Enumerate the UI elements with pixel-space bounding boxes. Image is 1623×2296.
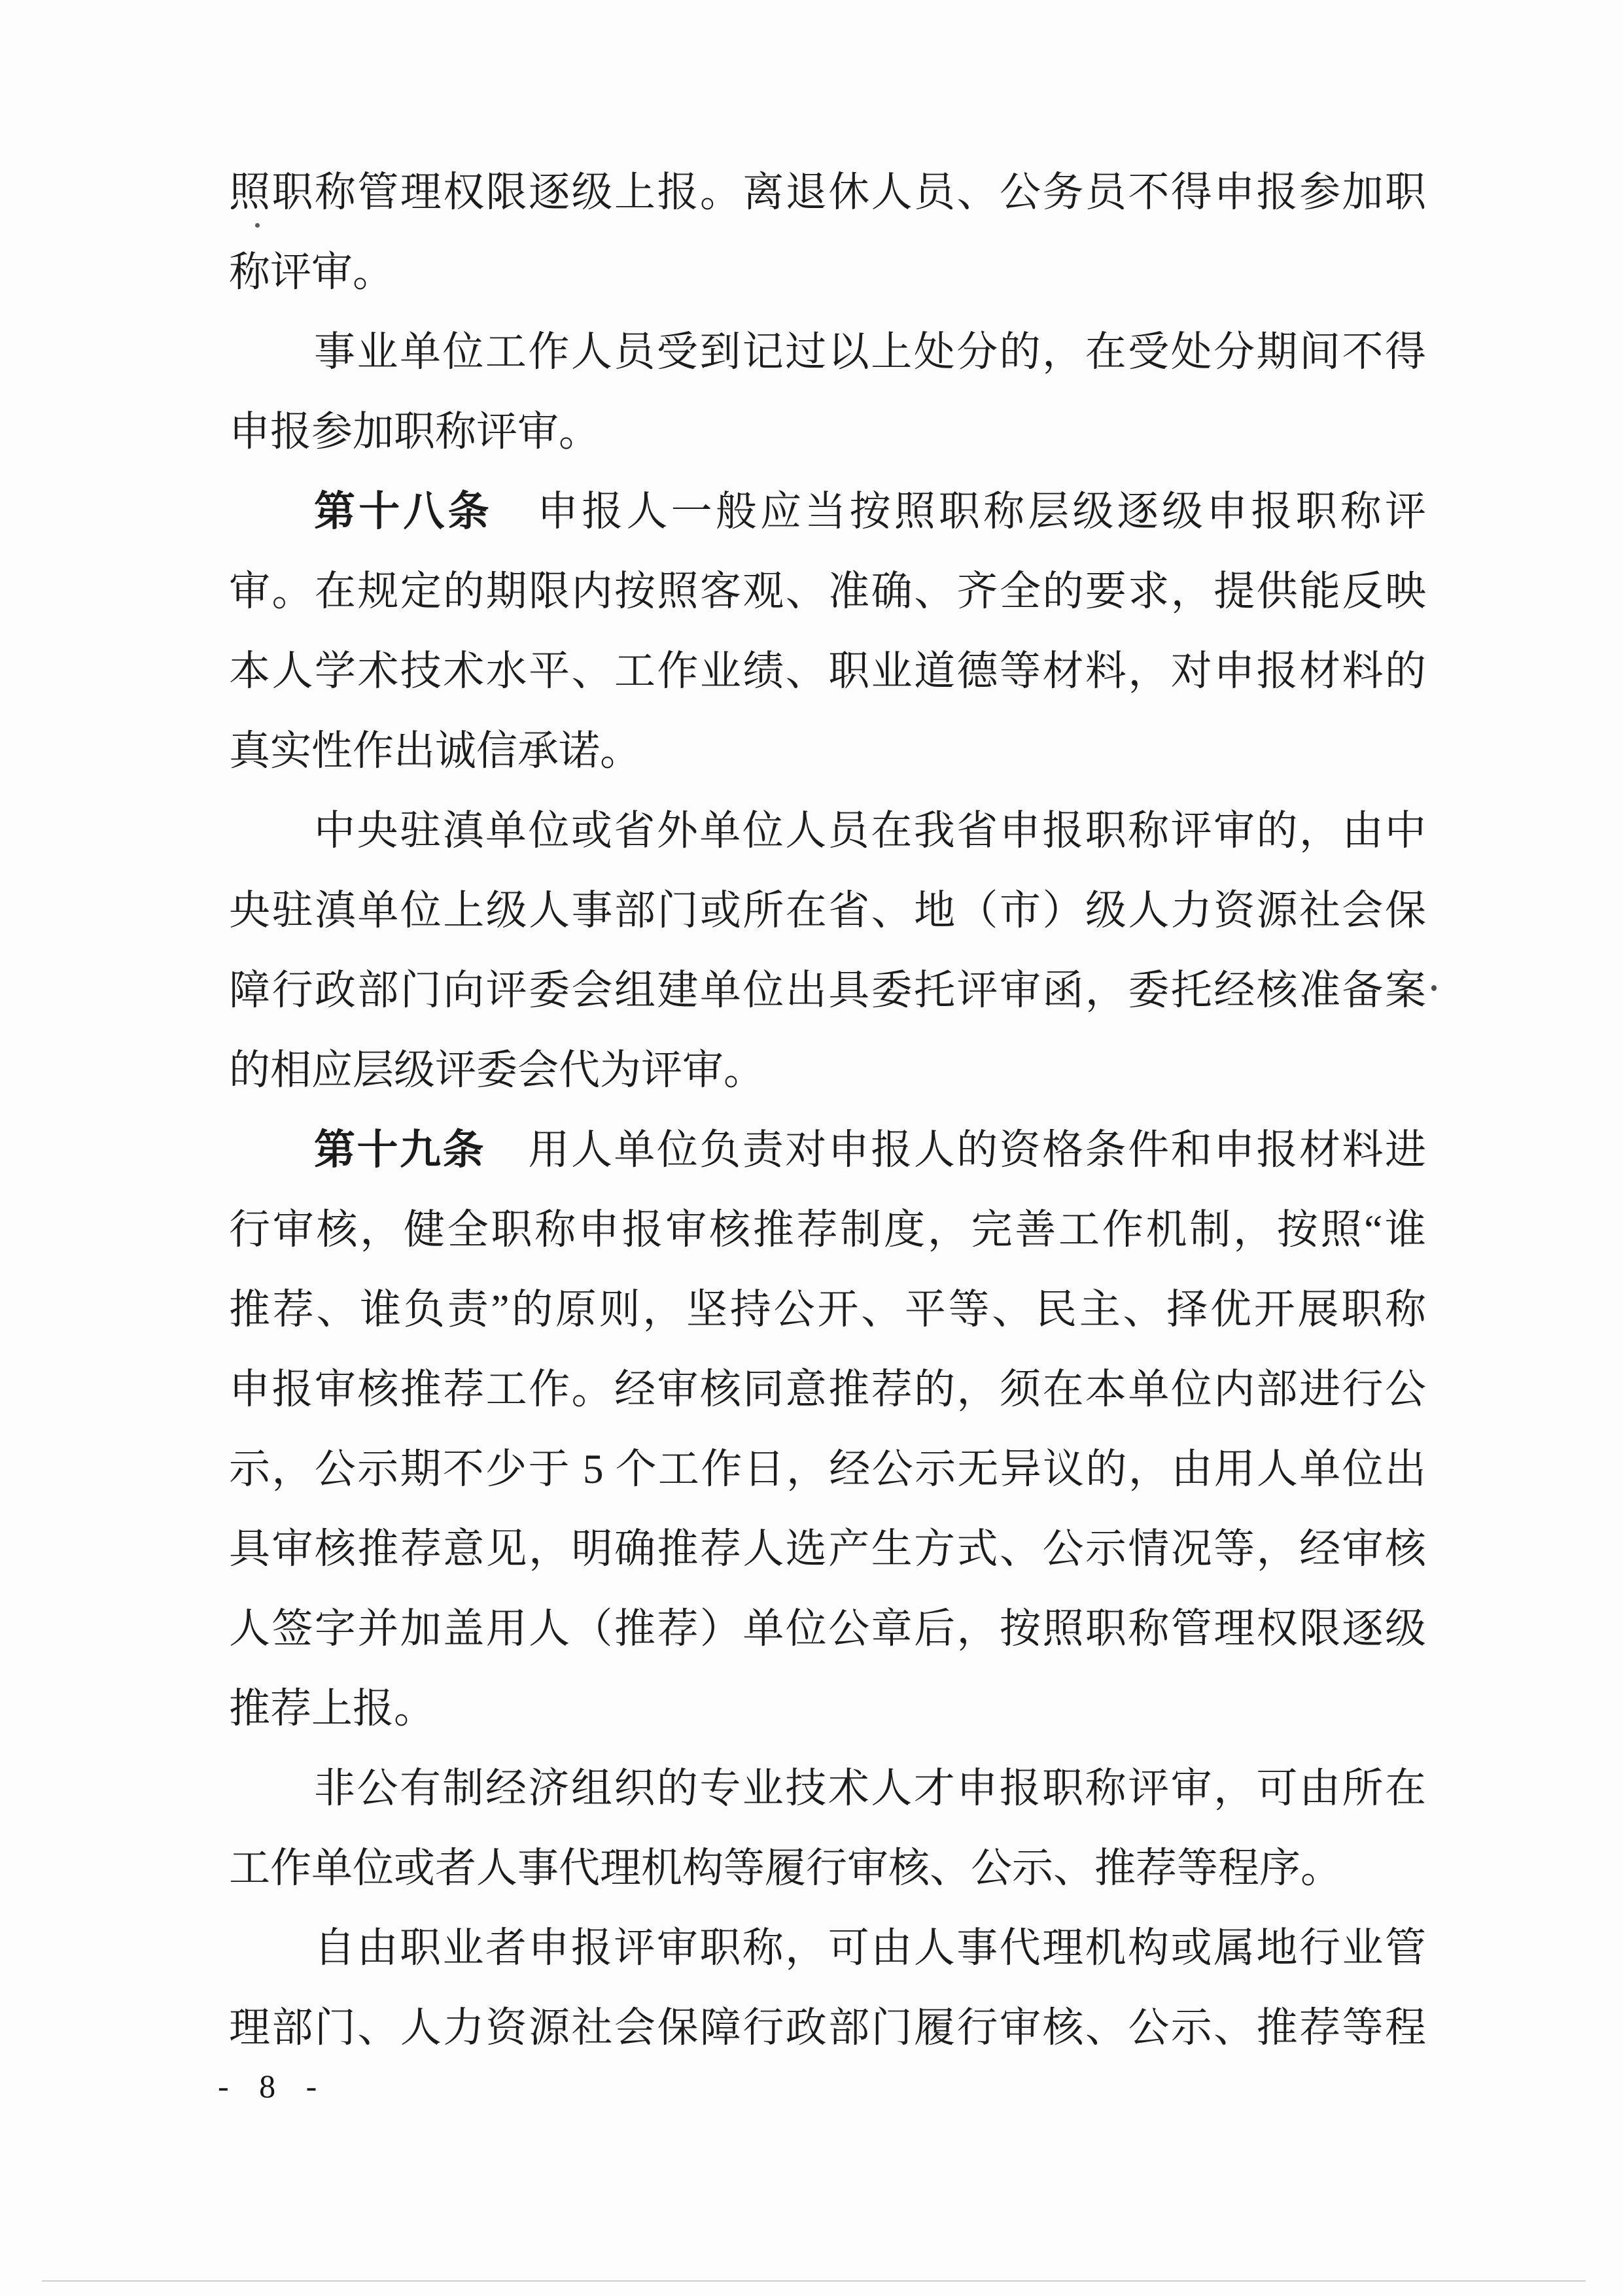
line-text: 事业单位工作人员受到记过以上处分的，在受处分期间不得 [314, 329, 1426, 375]
line-text: 称评审。 [229, 249, 394, 295]
text-line [229, 392, 1426, 472]
text-line [229, 1030, 1426, 1110]
line-text: 人签字并加盖用人（推荐）单位公章后，按照职称管理权限逐级 [229, 1606, 1426, 1652]
text-line [229, 791, 1426, 871]
text-line [229, 312, 1426, 392]
text-line [229, 232, 1426, 312]
text-line [229, 472, 1426, 551]
scan-artifact-dot [255, 223, 260, 228]
text-line [229, 711, 1426, 791]
line-text: 示，公示期不少于 5 个工作日，经公示无异议的，由用人单位出 [229, 1446, 1426, 1492]
text-line [229, 1988, 1426, 2068]
line-text: 本人学术技术水平、工作业绩、职业道德等材料，对申报材料的 [229, 648, 1426, 694]
line-text: 工作单位或者人事代理机构等履行审核、公示、推荐等程序。 [229, 1845, 1342, 1891]
scan-edge-line [42, 2280, 1586, 2282]
text-line [229, 551, 1426, 631]
line-text: 的相应层级评委会代为评审。 [229, 1047, 765, 1093]
text-line [229, 1669, 1426, 1748]
article-number: 第十八条 [314, 489, 493, 534]
page-number: - 8 - [218, 2068, 324, 2104]
line-text: 真实性作出诚信承诺。 [229, 728, 641, 774]
text-line [229, 1429, 1426, 1509]
line-text: 中央驻滇单位或省外单位人员在我省申报职称评审的，由中 [314, 808, 1426, 854]
text-line [229, 631, 1426, 711]
line-text: 央驻滇单位上级人事部门或所在省、地（市）级人力资源社会保 [229, 888, 1426, 933]
line-text: 非公有制经济组织的专业技术人才申报职称评审，可由所在 [314, 1765, 1426, 1811]
line-text: 申报参加职称评审。 [229, 409, 600, 455]
text-line [229, 950, 1426, 1030]
text-line [229, 1190, 1426, 1270]
text-line [229, 1589, 1426, 1669]
text-line [229, 152, 1426, 232]
line-text: 自由职业者申报评审职称，可由人事代理机构或属地行业管 [314, 1925, 1426, 1971]
line-text: 理部门、人力资源社会保障行政部门履行审核、公示、推荐等程 [229, 2005, 1426, 2051]
line-text: 审。在规定的期限内按照客观、准确、齐全的要求，提供能反映 [229, 568, 1426, 614]
text-block [229, 152, 1426, 2068]
text-line [229, 1828, 1426, 1908]
line-text: 申报人一般应当按照职称层级逐级申报职称评 [492, 489, 1427, 534]
line-text: 推荐上报。 [229, 1686, 435, 1731]
text-line [229, 1349, 1426, 1429]
line-text: 行审核，健全职称申报审核推荐制度，完善工作机制，按照“谁 [229, 1207, 1426, 1253]
line-text: 具审核推荐意见，明确推荐人选产生方式、公示情况等，经审核 [229, 1526, 1426, 1572]
line-text: 申报审核推荐工作。经审核同意推荐的，须在本单位内部进行公 [229, 1366, 1426, 1412]
line-text: 推荐、谁负责”的原则，坚持公开、平等、民主、择优开展职称 [229, 1287, 1426, 1332]
scan-artifact-dot [1431, 985, 1437, 991]
text-line [229, 1270, 1426, 1349]
line-text: 障行政部门向评委会组建单位出具委托评审函，委托经核准备案 [229, 967, 1426, 1013]
text-line [229, 1509, 1426, 1589]
text-line [229, 1748, 1426, 1828]
text-line [229, 1110, 1426, 1190]
line-text: 用人单位负责对申报人的资格条件和申报材料进 [485, 1127, 1427, 1173]
text-line [229, 871, 1426, 950]
text-line [229, 1908, 1426, 1988]
article-number: 第十九条 [314, 1127, 485, 1173]
line-text: 照职称管理权限逐级上报。离退休人员、公务员不得申报参加职 [229, 169, 1426, 215]
